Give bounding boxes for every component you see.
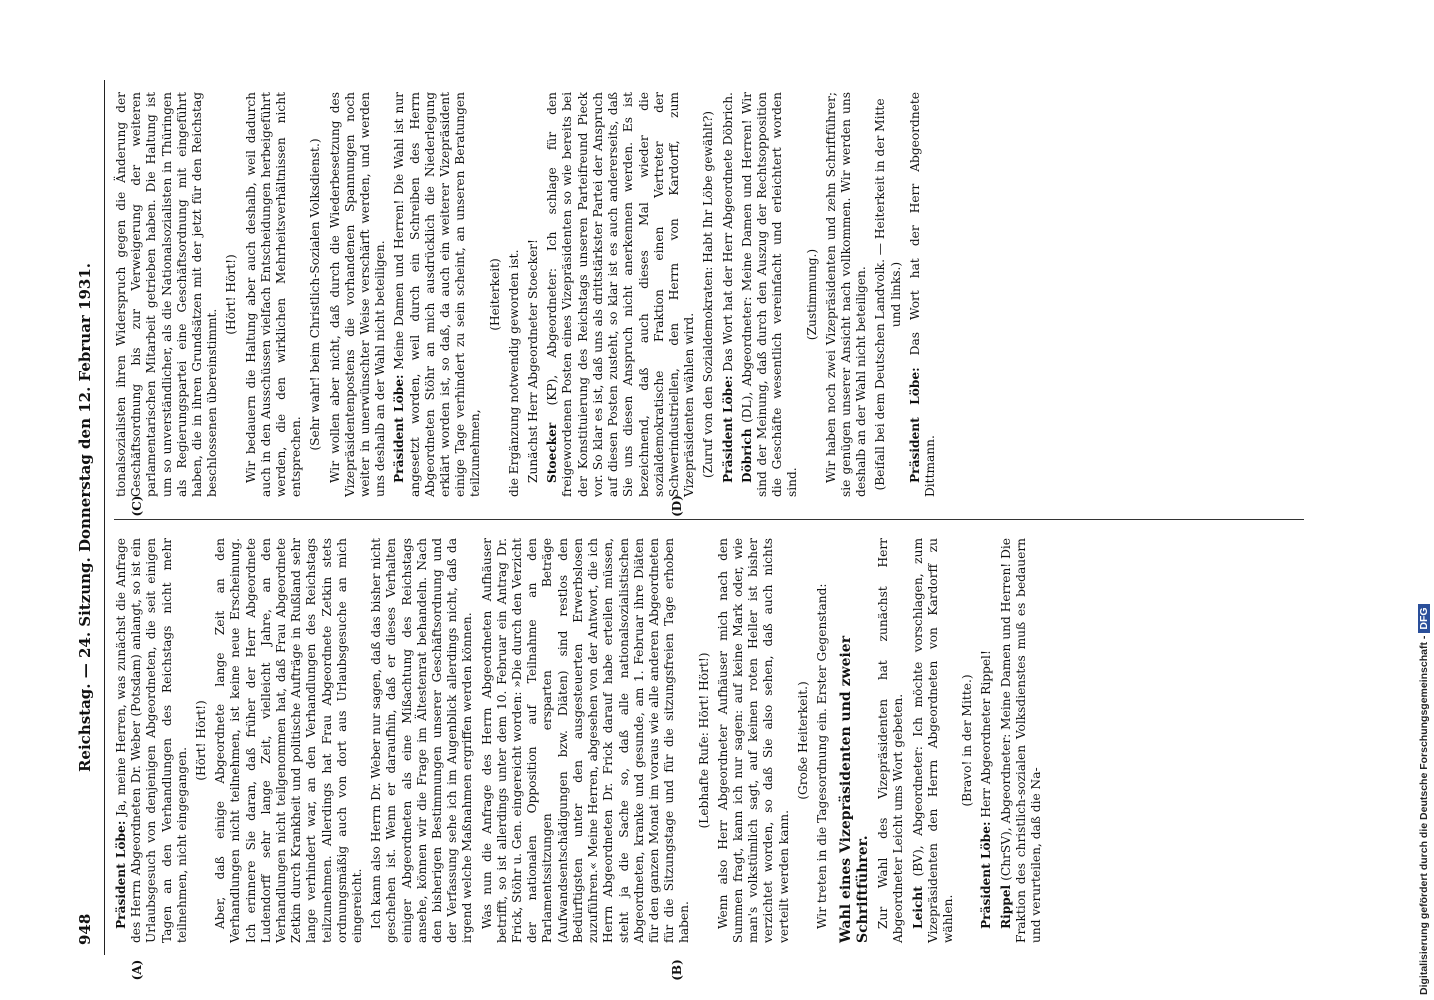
header-rule — [104, 80, 105, 955]
credit-text: Digitalisierung gefördert durch die Deutsche Forschungsgemeinschaft - — [1418, 635, 1430, 995]
paragraph: Wenn also Herr Abgeordneter Aufhäuser mich nach den Summen fragt, kann ich nur sagen: auf keine Mark oder, wie man's volkstümlich sagt, auf keinen roten Heller ist bisher verzichtet worden, so daß Sie also sehen, daß auch nichts verteilt werden kann. — [715, 538, 791, 943]
interjection: (Zuruf von den Sozialdemokraten: Habt Ihr Löbe gewählt?) — [701, 110, 716, 479]
speech-text: Das Wort hat der Herr Abgeordnete Dittmann. — [907, 92, 937, 497]
speaker-name: Stoecker — [545, 422, 560, 483]
paragraph — [392, 92, 483, 497]
speaker-name: Präsident Löbe: — [979, 821, 994, 929]
paragraph — [911, 538, 957, 943]
paragraph: Wir bedauern die Haltung aber auch deshalb, weil dadurch auch in den Ausschüssen vielfach Entscheidungen herbeigeführt werden, die den wirklichen Mehrheitsverhältnissen nicht entsprechen. — [243, 92, 304, 497]
document-page — [70, 80, 1320, 981]
speaker-name: Döbrich — [739, 428, 754, 483]
interjection: (Beifall bei dem Deutschen Landvolk. — Heiterkeit in der Mitte und links.) — [873, 98, 903, 491]
paragraph — [545, 92, 697, 497]
paragraph: Zunächst Herr Abgeordneter Stoecker! — [526, 239, 541, 483]
speaker-name: Präsident Löbe: — [392, 374, 407, 483]
speech-text: (DL), Abgeordneter: Meine Damen und Herren! Wir sind der Meinung, daß durch den Auszug der Rechtsopposition die Geschäfte wesentlich vereinfacht und erleichtert worden sind. — [739, 91, 800, 497]
paragraph — [979, 538, 994, 943]
speaker-name: Präsident Löbe: — [720, 375, 735, 483]
speech-text: Das Wort hat der Herr Abgeordnete Döbrich. — [720, 92, 735, 372]
speech-text: Herr Abgeordneter Rippel! — [979, 650, 994, 818]
paragraph — [999, 538, 1045, 943]
interjection: (Große Heiterkeit.) — [795, 681, 810, 800]
paragraph: Wir wollen aber nicht, daß durch die Wiederbesetzung des Vizepräsidentenpostens die vorhandenen Spannungen noch weiter in unerwünschter Weise verschärft werden, und werden uns deshalb an der Wahl nicht beteiligen. — [327, 92, 388, 497]
left-column — [114, 538, 1048, 943]
paragraph: Zur Wahl des Vizepräsidenten hat zunächst Herr Abgeordneter Leicht ums Wort gebeten. — [876, 538, 906, 943]
paragraph: Aber, daß einige Abgeordnete lange Zeit an den Verhandlungen nicht teilnehmen, ist keine neue Erscheinung. Ich erinnere Sie daran, daß früher der Herr Abgeordnete Ludendorff sehr lange Zeit, vielleicht Jahre, an den Verhandlungen nicht teilgenommen hat, daß Frau Abgeordnete Zetkin durch Krankheit und politische Aufträge in Rußland sehr lange verhindert war, an den Verhandlungen des Reichstags teilzunehmen. Allerdings hat Frau Abgeordnete Zetkin stets ordnungsmäßig auch von dort aus Urlaubsgesuche an mich eingereicht. — [213, 538, 365, 943]
page-header — [70, 80, 100, 955]
speech-text: Meine Damen und Herren! Die Wahl ist nur angesetzt worden, weil durch ein Schreiben des Herrn Abgeordneten Stöhr an mich ausdrücklich die Niederlegung erklärt worden ist, so daß, da auch ein weiterer Vizepräsident einige Tage verhindert zu sein scheint, an unseren Beratungen teilzunehmen, — [392, 92, 483, 497]
page-title: Reichstag. — 24. Sitzung. Donnerstag den 12. Februar 1931. — [76, 262, 94, 773]
interjection: (Bravo! in der Mitte.) — [960, 674, 975, 807]
paragraph: die Ergänzung notwendig geworden ist. — [506, 249, 521, 497]
speaker-name: Leicht — [910, 886, 925, 929]
paragraph: tionalsozialisten ihren Widerspruch gegen die Änderung der Geschäftsordnung bis zur Verweigerung der weiteren parlamentarischen Mitarbeit getrieben haben. Die Haltung ist um so unverständlicher, als die Nationalsozialisten in Thüringen als Regierungspartei eine Geschäftsordnung mit eingeführt haben, die in ihren Grundsätzen mit der jetzt für den Reichstag beschlossenen übereinstimmt. — [114, 92, 220, 497]
interjection: (Sehr wahr! beim Christlich-Sozialen Volksdienst.) — [308, 138, 323, 451]
paragraph: Was nun die Anfrage des Herrn Abgeordneten Aufhäuser betrifft, so ist allerdings unter dem 10. Februar ein Antrag Dr. Frick, Stöhr u. Gen. eingereicht worden: »Die durch den Verzicht der nationalen Opposition auf Teilnahme an den Parlamentssitzungen ersparten Beträge (Aufwandsentschädigungen bzw. Diäten) sind restlos den Bedürftigsten unter den ausgesteuerten Erwerbslosen zuzuführen.« Meine Herren, abgesehen von der Antwort, die ich Herrn Abgeordneten Dr. Frick darauf habe erteilen müssen, steht ja die Sache so, daß alle nationalsozialistischen Abgeordneten, kranke und gesunde, am 1. Februar ihre Diäten für den ganzen Monat im voraus wie alle anderen Abgeordneten für die Sitzungstage und für die sitzungsfreien Tage erhoben haben. — [479, 538, 692, 943]
paragraph — [908, 92, 938, 497]
paragraph: Wir haben noch zwei Vizepräsidenten und zehn Schriftführer; sie genügen unserer Ansicht nach vollkommen. Wir werden uns deshalb an der Wahl nicht beteiligen. — [823, 92, 869, 497]
margin-marker-d: (D) — [670, 495, 684, 517]
speech-text: Ja, meine Herren, was zunächst die Anfrage des Herrn Abgeordneten Dr. Weber (Potsdam) anlangt, so ist ein Urlaubsgesuch von denjenigen Abgeordneten, die seit einigen Tagen an den Verhandlungen des Reichstags nicht mehr teilnehmen, nicht eingegangen. — [114, 538, 189, 943]
speech-text: (BV), Abgeordneter: Ich möchte vorschlagen, zum Vizepräsidenten den Herrn Abgeordneten von Kardorff zu wählen. — [910, 537, 955, 943]
speaker-name: Rippel — [998, 884, 1013, 929]
paragraph — [114, 538, 190, 943]
margin-marker-b: (B) — [670, 959, 684, 981]
paragraph — [740, 92, 801, 497]
right-column — [114, 92, 942, 497]
dfg-logo: DFG — [1418, 604, 1430, 632]
interjection: (Zustimmung.) — [804, 248, 819, 341]
paragraph: Ich kann also Herrn Dr. Weber nur sagen, daß das bisher nicht geschehen ist. Wenn er daraufhin, daß er dieses Verhalten einiger Abgeordneten als eine Mißachtung des Reichstags ansehe, können wir die Frage im Ältestenrat behandeln. Nach den bisherigen Bestimmungen unserer Geschäftsordnung und der Verfassung sehe ich im Augenblick allerdings nicht, daß da irgend welche Maßnahmen ergriffen werden können. — [369, 538, 475, 943]
paragraph — [721, 92, 736, 497]
paragraph: Wir treten in die Tagesordnung ein. Erster Gegenstand: — [814, 583, 829, 929]
speech-text: (KP), Abgeordneter: Ich schlage für den freigewordenen Posten eines Vizepräsidenten so wie bereits bei der Konstituierung des Reichstags unseren Parteifreund Pieck vor. So klar es ist, daß uns als drittstärkster Partei der Anspruch auf diesen Posten zusteht, so klar ist es auch andererseits, daß Sie uns diesen Anspruch nicht anerkennen werden. Es ist bezeichnend, daß auch dieses Mal wieder die sozialdemokratische Fraktion einen Vertreter der Schwerindustriellen, den Herrn von Kardorff, zum Vizepräsidenten wählen wird. — [545, 92, 697, 497]
page-number: 948 — [76, 913, 94, 945]
speaker-name: Präsident Löbe: — [907, 367, 922, 483]
speaker-name: Präsident Löbe: — [114, 820, 128, 929]
agenda-heading: Wahl eines Vizepräsidenten und zweier Schriftführer. — [838, 635, 872, 943]
margin-marker-a: (A) — [130, 959, 144, 981]
column-divider — [114, 519, 1304, 520]
margin-marker-c: (C) — [130, 495, 144, 517]
speech-text: (ChrSV), Abgeordneter: Meine Damen und Herren! Die Fraktion des christlich-sozialen Volksdienstes muß es bedauern und verurteilen, daß die Na- — [998, 538, 1043, 943]
interjection: (Heiterkeit) — [487, 258, 502, 331]
digitization-credit — [1418, 5, 1432, 995]
interjection: (Hört! Hört!) — [224, 254, 239, 335]
interjection: (Hört! Hört!) — [194, 700, 209, 781]
interjection: (Lebhafte Rufe: Hört! Hört!) — [696, 652, 711, 829]
